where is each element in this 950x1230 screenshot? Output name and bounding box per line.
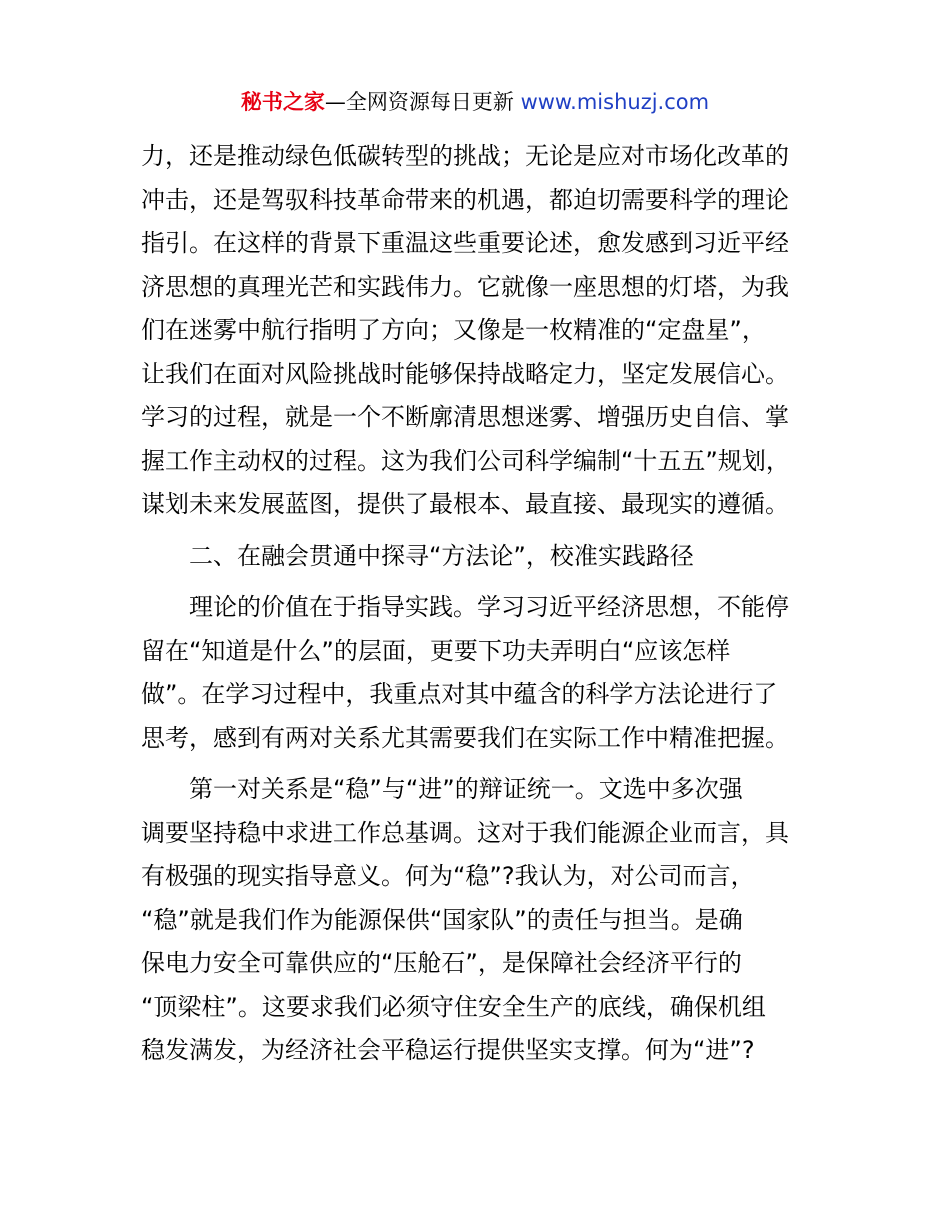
header-tagline: —全网资源每日更新 bbox=[324, 90, 521, 114]
text-line: 留在“知道是什么”的层面，更要下功夫弄明白“应该怎样 bbox=[141, 636, 731, 665]
text-line: 思考，感到有两对关系尤其需要我们在实际工作中精准把握。 bbox=[141, 723, 789, 752]
text-line: 谋划未来发展蓝图，提供了最根本、最直接、最现实的遵循。 bbox=[141, 490, 789, 518]
text-line: 有极强的现实指导意义。何为“稳”?我认为，对公司而言， bbox=[141, 862, 755, 890]
text-line: 稳发满发，为经济社会平稳运行提供坚实支撑。何为“进”? bbox=[141, 1036, 755, 1064]
text-line: 让我们在面对风险挑战时能够保持战略定力，坚定发展信心。 bbox=[141, 359, 789, 388]
text-line: “稳”就是我们作为能源保供“国家队”的责任与担当。是确 bbox=[141, 905, 743, 934]
site-header bbox=[0, 86, 950, 118]
document-body bbox=[141, 135, 816, 1073]
text-line: 指引。在这样的背景下重温这些重要论述，愈发感到习近平经 bbox=[141, 229, 789, 257]
text-line: 保电力安全可靠供应的“压舱石”，是保障社会经济平行的 bbox=[141, 949, 742, 977]
paragraph-spacer bbox=[141, 578, 816, 586]
section-heading: 二、在融会贯通中探寻“方法论”，校准实践路径 bbox=[141, 541, 694, 570]
text-line: “顶梁柱”。这要求我们必须守住安全生产的底线，确保机组 bbox=[141, 992, 766, 1021]
text-line: 做”。在学习过程中，我重点对其中蕴含的科学方法论进行了 bbox=[141, 680, 778, 708]
text-line: 力，还是推动绿色低碳转型的挑战；无论是应对市场化改革的 bbox=[141, 142, 789, 170]
text-line: 调要坚持稳中求进工作总基调。这对于我们能源企业而言，具 bbox=[141, 818, 789, 847]
text-line: 济思想的真理光芒和实践伟力。它就像一座思想的灯塔，为我 bbox=[141, 272, 789, 301]
text-line: 冲击，还是驾驭科技革命带来的机遇，都迫切需要科学的理论 bbox=[141, 185, 789, 214]
brand-name: 秘书之家 bbox=[240, 90, 325, 114]
site-url-link[interactable]: www.mishuzj.com bbox=[520, 90, 710, 114]
paragraph-spacer bbox=[141, 527, 816, 535]
text-line: 握工作主动权的过程。这为我们公司科学编制“十五五”规划， bbox=[141, 446, 790, 475]
paragraph-spacer bbox=[141, 760, 816, 768]
text-line: 第一对关系是“稳”与“进”的辩证统一。文选中多次强 bbox=[141, 775, 743, 803]
text-line: 学习的过程，就是一个不断廓清思想迷雾、增强历史自信、掌 bbox=[141, 403, 789, 431]
text-line: 理论的价值在于指导实践。学习习近平经济思想，不能停 bbox=[141, 593, 789, 621]
text-line: 们在迷雾中航行指明了方向；又像是一枚精准的“定盘星”， bbox=[141, 316, 766, 344]
